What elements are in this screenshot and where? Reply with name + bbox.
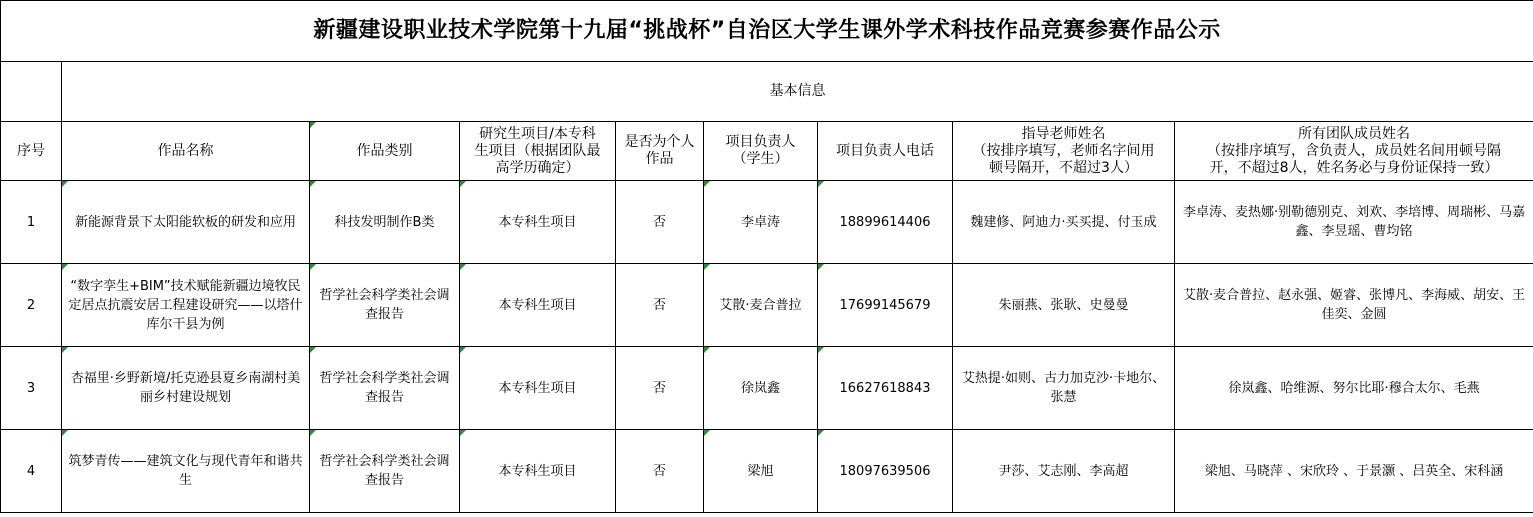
blank-corner-cell[interactable] bbox=[1, 62, 62, 122]
table-row bbox=[1, 347, 1533, 430]
header-phone bbox=[818, 122, 953, 181]
cell-level[interactable] bbox=[460, 264, 616, 347]
header-members-line1: 所有团队成员姓名 bbox=[1298, 125, 1411, 142]
cell-phone[interactable] bbox=[818, 264, 953, 347]
cell-advisors[interactable]: 尹莎、艾志刚、李高超 bbox=[953, 430, 1175, 513]
cell-members[interactable]: 李卓涛、麦热娜·别勒德别克、刘欢、李培博、周瑞彬、马嘉鑫、李昱瑶、曹均铭 bbox=[1175, 181, 1533, 264]
cell-name-text: “数字孪生+BIM”技术赋能新疆边境牧民定居点抗震安居工程建设研究——以塔什库尔干县为例 bbox=[68, 278, 303, 332]
comment-marker-icon bbox=[704, 264, 710, 270]
cell-category[interactable] bbox=[310, 181, 460, 264]
cell-category[interactable] bbox=[310, 430, 460, 513]
cell-leader-text: 艾散·麦合普拉 bbox=[719, 297, 802, 313]
cell-name-text: 杏福里·乡野新境/托克逊县夏乡南湖村美丽乡村建设规划 bbox=[70, 371, 301, 405]
comment-marker-icon bbox=[460, 264, 466, 270]
header-name bbox=[62, 122, 310, 181]
cell-category[interactable] bbox=[310, 264, 460, 347]
header-advisors-line3: 顿号隔开，不超过3人） bbox=[989, 159, 1138, 176]
table-row bbox=[1, 264, 1533, 347]
comment-marker-icon bbox=[818, 347, 824, 353]
cell-members[interactable]: 徐岚鑫、哈维源、努尔比耶·穆合太尔、毛燕 bbox=[1175, 347, 1533, 430]
cell-leader[interactable] bbox=[704, 430, 818, 513]
comment-marker-icon bbox=[62, 181, 68, 187]
comment-marker-icon bbox=[460, 430, 466, 436]
cell-name-text: 筑梦青传——建筑文化与现代青年和谐共生 bbox=[68, 454, 303, 488]
header-category bbox=[310, 122, 460, 181]
header-name-label: 作品名称 bbox=[157, 142, 214, 159]
cell-category-text: 哲学社会科学类社会调查报告 bbox=[319, 454, 450, 488]
header-category-label: 作品类别 bbox=[356, 142, 413, 159]
cell-level-text: 本专科生项目 bbox=[498, 380, 577, 396]
header-leader bbox=[704, 122, 818, 181]
cell-members[interactable]: 梁旭、马晓萍 、宋欣玲 、于景灏 、吕英全、宋科涵 bbox=[1175, 430, 1533, 513]
cell-level-text: 本专科生项目 bbox=[498, 463, 577, 479]
cell-level[interactable] bbox=[460, 430, 616, 513]
cell-name[interactable] bbox=[62, 181, 310, 264]
cell-name[interactable] bbox=[62, 347, 310, 430]
header-individual-line1: 是否为个人 bbox=[624, 134, 695, 150]
comment-marker-icon bbox=[310, 430, 316, 436]
cell-advisors[interactable]: 朱丽燕、张耿、史曼曼 bbox=[953, 264, 1175, 347]
header-advisors-line2: （按排序填写，老师名字间用 bbox=[972, 142, 1155, 159]
cell-name-text: 新能源背景下太阳能软板的研发和应用 bbox=[74, 214, 296, 230]
comment-marker-icon bbox=[704, 181, 710, 187]
header-phone-label: 项目负责人电话 bbox=[836, 142, 934, 159]
cell-phone-text: 18097639506 bbox=[839, 463, 931, 479]
cell-name[interactable] bbox=[62, 264, 310, 347]
cell-leader[interactable] bbox=[704, 181, 818, 264]
cell-seq[interactable]: 3 bbox=[1, 347, 62, 430]
header-advisors bbox=[953, 122, 1175, 181]
comment-marker-icon bbox=[310, 181, 316, 187]
cell-category-text: 哲学社会科学类社会调查报告 bbox=[319, 288, 450, 322]
header-individual-line2: 作品 bbox=[645, 151, 674, 167]
cell-phone-text: 17699145679 bbox=[839, 297, 931, 313]
comment-marker-icon bbox=[704, 347, 710, 353]
header-seq-label: 序号 bbox=[17, 142, 45, 159]
cell-phone[interactable] bbox=[818, 347, 953, 430]
cell-seq[interactable]: 4 bbox=[1, 430, 62, 513]
header-members bbox=[1175, 122, 1533, 181]
header-advisors-line1: 指导老师姓名 bbox=[1021, 125, 1106, 142]
cell-individual[interactable]: 否 bbox=[616, 264, 704, 347]
cell-advisors[interactable]: 艾热提·如则、古力加克沙·卡地尔、张慧 bbox=[953, 347, 1175, 430]
comment-marker-icon bbox=[310, 122, 316, 128]
header-level-line1: 研究生项目/本专科 bbox=[479, 125, 596, 142]
header-leader-line2: （学生） bbox=[732, 151, 789, 167]
comment-marker-icon bbox=[704, 430, 710, 436]
comment-marker-icon bbox=[818, 181, 824, 187]
cell-leader-text: 李卓涛 bbox=[740, 214, 780, 230]
comment-marker-icon bbox=[62, 347, 68, 353]
comment-marker-icon bbox=[818, 430, 824, 436]
cell-category-text: 科技发明制作B类 bbox=[334, 214, 435, 230]
cell-level-text: 本专科生项目 bbox=[498, 297, 577, 313]
group-header-basic-info: 基本信息 bbox=[62, 62, 1533, 122]
cell-phone[interactable] bbox=[818, 181, 953, 264]
comment-marker-icon bbox=[310, 347, 316, 353]
cell-advisors[interactable]: 魏建修、阿迪力·买买提、付玉成 bbox=[953, 181, 1175, 264]
cell-phone-text: 18899614406 bbox=[839, 214, 931, 230]
cell-level[interactable] bbox=[460, 181, 616, 264]
cell-phone[interactable] bbox=[818, 430, 953, 513]
cell-leader[interactable] bbox=[704, 347, 818, 430]
comment-marker-icon bbox=[62, 430, 68, 436]
cell-leader[interactable] bbox=[704, 264, 818, 347]
header-individual bbox=[616, 122, 704, 181]
comment-marker-icon bbox=[818, 264, 824, 270]
header-leader-line1: 项目负责人 bbox=[725, 134, 796, 150]
header-seq bbox=[1, 122, 62, 181]
header-level-line3: 高学历确定） bbox=[495, 159, 580, 176]
cell-category-text: 哲学社会科学类社会调查报告 bbox=[319, 371, 450, 405]
cell-individual[interactable]: 否 bbox=[616, 347, 704, 430]
cell-members[interactable]: 艾散·麦合普拉、赵永强、姬睿、张博凡、李海威、胡安、王佳奕、金圆 bbox=[1175, 264, 1533, 347]
comment-marker-icon bbox=[460, 181, 466, 187]
header-members-line2: （按排序填写，含负责人，成员姓名间用顿号隔 bbox=[1207, 142, 1502, 159]
table-row bbox=[1, 430, 1533, 513]
header-level bbox=[460, 122, 616, 181]
cell-level[interactable] bbox=[460, 347, 616, 430]
header-level-line2: 生项目（根据团队最 bbox=[474, 142, 601, 159]
header-members-line3: 开，不超过8人，姓名务必与身份证保持一致） bbox=[1209, 159, 1499, 176]
cell-level-text: 本专科生项目 bbox=[498, 214, 577, 230]
cell-individual[interactable]: 否 bbox=[616, 181, 704, 264]
comment-marker-icon bbox=[310, 264, 316, 270]
cell-leader-text: 梁旭 bbox=[747, 463, 774, 479]
page-title: 新疆建设职业技术学院第十九届“挑战杯”自治区大学生课外学术科技作品竞赛参赛作品公示 bbox=[1, 1, 1533, 62]
cell-category[interactable] bbox=[310, 347, 460, 430]
table-row bbox=[1, 181, 1533, 264]
comment-marker-icon bbox=[460, 347, 466, 353]
cell-phone-text: 16627618843 bbox=[839, 380, 931, 396]
cell-seq[interactable]: 1 bbox=[1, 181, 62, 264]
comment-marker-icon bbox=[62, 264, 68, 270]
cell-individual[interactable]: 否 bbox=[616, 430, 704, 513]
cell-seq[interactable]: 2 bbox=[1, 264, 62, 347]
cell-name[interactable] bbox=[62, 430, 310, 513]
cell-leader-text: 徐岚鑫 bbox=[740, 380, 780, 396]
